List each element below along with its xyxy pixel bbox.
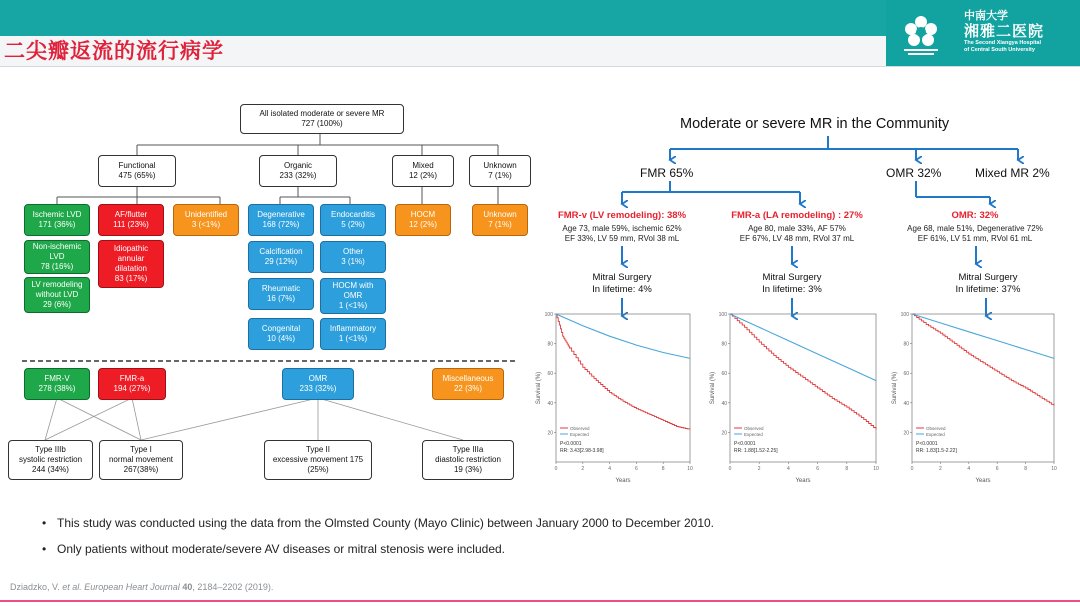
x-tick-label: 10 bbox=[873, 466, 879, 472]
fmr-a-surgery-label: Mitral Surgery bbox=[762, 272, 822, 283]
x-tick-label: 0 bbox=[910, 466, 914, 472]
x-axis-label: Years bbox=[795, 478, 811, 484]
y-tick-label: 80 bbox=[547, 341, 553, 348]
omr-surgery-rate: In lifetime: 37% bbox=[955, 284, 1021, 295]
inflammatory-node: Inflammatory 1 (<1%) bbox=[320, 318, 386, 350]
y-axis-label: Survival (%) bbox=[710, 371, 716, 405]
lv-remodeling-node: LV remodeling without LVD 29 (6%) bbox=[24, 277, 90, 313]
ref-pages: , 2184–2202 (2019). bbox=[192, 582, 274, 592]
non-ischemic-lvd-node: Non-ischemic LVD 78 (16%) bbox=[24, 240, 90, 274]
logo-english-line-1: The Second Xiangya Hospital bbox=[964, 40, 1042, 46]
calcification-node: Calcification 29 (12%) bbox=[248, 241, 314, 273]
x-tick-label: 4 bbox=[787, 466, 790, 472]
observed-survival-line bbox=[912, 314, 1054, 406]
ischemic-lvd-node: Ischemic LVD 171 (36%) bbox=[24, 204, 90, 236]
omr-detail-1: Age 68, male 51%, Degenerative 72% bbox=[907, 224, 1043, 233]
endocarditis-node: Endocarditis 5 (2%) bbox=[320, 204, 386, 236]
fmr-a-detail-2: EF 67%, LV 48 mm, RVol 37 mL bbox=[739, 234, 855, 243]
fmr-a-surgery-rate: In lifetime: 3% bbox=[762, 284, 822, 295]
plot-frame bbox=[556, 314, 690, 462]
fmr-v-detail-1: Age 73, male 59%, ischemic 62% bbox=[562, 224, 682, 233]
legend-observed-label: Observed bbox=[570, 426, 590, 431]
unidentified-node: Unidentified 3 (<1%) bbox=[173, 204, 239, 236]
survival-chart-fmr-v bbox=[532, 308, 694, 488]
legend-expected-label: Expected bbox=[926, 432, 945, 437]
legend-observed-label: Observed bbox=[744, 426, 764, 431]
x-tick-label: 0 bbox=[554, 466, 558, 472]
fmr-v-node: FMR-V 278 (38%) bbox=[24, 368, 90, 400]
fmr-a-detail-1: Age 80, male 33%, AF 57% bbox=[748, 224, 846, 233]
plot-frame bbox=[730, 314, 876, 462]
x-tick-label: 6 bbox=[995, 466, 999, 472]
unknown-item-node: Unknown 7 (1%) bbox=[472, 204, 528, 236]
p-value-label: P<0.0001 bbox=[734, 441, 756, 447]
p-value-label: P<0.0001 bbox=[560, 441, 582, 447]
mixed-node: Mixed 12 (2%) bbox=[392, 155, 454, 187]
y-tick-label: 100 bbox=[900, 312, 909, 318]
logo-university-name: 中南大学 bbox=[964, 9, 1008, 22]
x-tick-label: 6 bbox=[816, 466, 819, 472]
p-value-label: P<0.0001 bbox=[916, 441, 938, 447]
type-iiib-node: Type IIIb systolic restriction 244 (34%) bbox=[8, 440, 93, 480]
y-tick-label: 20 bbox=[547, 430, 553, 437]
logo-hospital-name: 湘雅二医院 bbox=[964, 22, 1045, 40]
y-tick-label: 80 bbox=[903, 341, 909, 348]
fmr-label: FMR 65% bbox=[640, 166, 694, 180]
ref-journal: European Heart Journal bbox=[84, 582, 180, 592]
type-iiia-node: Type IIIa diastolic restriction 19 (3%) bbox=[422, 440, 514, 480]
logo-english-line-2: of Central South University bbox=[964, 47, 1035, 53]
x-tick-label: 2 bbox=[581, 466, 585, 472]
y-axis-label: Survival (%) bbox=[892, 371, 898, 405]
type-ii-node: Type II excessive movement 175 (25%) bbox=[264, 440, 372, 480]
ref-etal: et al. bbox=[62, 582, 82, 592]
congenital-node: Congenital 10 (4%) bbox=[248, 318, 314, 350]
type-i-node: Type I normal movement 267(38%) bbox=[99, 440, 183, 480]
y-tick-label: 100 bbox=[718, 312, 727, 318]
survival-chart-fmr-a bbox=[706, 308, 880, 488]
y-axis-label: Survival (%) bbox=[536, 371, 542, 405]
x-tick-label: 8 bbox=[845, 466, 849, 472]
bullet-dot: • bbox=[42, 516, 47, 530]
bullet-text-2: Only patients without moderate/severe AV diseases or mitral stenosis were included. bbox=[57, 542, 505, 556]
unknown-node: Unknown 7 (1%) bbox=[469, 155, 531, 187]
expected-survival-line bbox=[730, 314, 876, 381]
x-tick-label: 8 bbox=[661, 466, 665, 472]
observed-survival-line bbox=[730, 314, 876, 429]
miscellaneous-node: Miscellaneous 22 (3%) bbox=[432, 368, 504, 400]
page-title: 二尖瓣返流的流行病学 bbox=[4, 39, 224, 63]
hocm-with-omr-node: HOCM with OMR 1 (<1%) bbox=[320, 278, 386, 314]
y-tick-label: 60 bbox=[903, 371, 909, 378]
y-tick-label: 40 bbox=[721, 400, 727, 407]
bottom-accent-line bbox=[0, 600, 1080, 602]
omr-group-title: OMR: 32% bbox=[951, 210, 999, 221]
y-tick-label: 60 bbox=[547, 371, 553, 378]
y-tick-label: 40 bbox=[903, 400, 909, 407]
idiopathic-annular-node: Idiopathic annular dilatation 83 (17%) bbox=[98, 240, 164, 288]
mixed-mr-label: Mixed MR 2% bbox=[975, 166, 1050, 180]
relative-risk-label: RR: 1.88[1.52-2.25] bbox=[734, 448, 778, 454]
legend-expected-label: Expected bbox=[744, 432, 763, 437]
fmr-v-detail-2: EF 33%, LV 59 mm, RVol 38 mL bbox=[564, 234, 680, 243]
fmr-v-group-title: FMR-v (LV remodeling): 38% bbox=[557, 210, 687, 221]
other-node: Other 3 (1%) bbox=[320, 241, 386, 273]
omr-label: OMR 32% bbox=[886, 166, 942, 180]
fmr-v-surgery-rate: In lifetime: 4% bbox=[592, 284, 652, 295]
root-node: All isolated moderate or severe MR 727 (100%) bbox=[240, 104, 404, 134]
y-tick-label: 100 bbox=[544, 312, 553, 318]
omr-surgery-label: Mitral Surgery bbox=[958, 272, 1018, 283]
bullet-text-1: This study was conducted using the data from the Olmsted County (Mayo Clinic) between January 2000 to December 2010. bbox=[57, 516, 715, 530]
fmr-a-group-title: FMR-a (LA remodeling) : 27% bbox=[731, 210, 863, 221]
relative-risk-label: RR: 1.83[1.5-2.22] bbox=[916, 448, 957, 454]
functional-node: Functional 475 (65%) bbox=[98, 155, 176, 187]
x-tick-label: 0 bbox=[728, 466, 732, 472]
x-axis-label: Years bbox=[975, 478, 991, 484]
y-tick-label: 20 bbox=[903, 430, 909, 437]
expected-survival-line bbox=[912, 314, 1054, 358]
y-tick-label: 20 bbox=[721, 430, 727, 437]
hocm-node: HOCM 12 (2%) bbox=[395, 204, 451, 236]
survival-chart-omr bbox=[888, 308, 1058, 488]
rheumatic-node: Rheumatic 16 (7%) bbox=[248, 278, 314, 310]
x-tick-label: 6 bbox=[635, 466, 638, 472]
af-flutter-node: AF/flutter 111 (23%) bbox=[98, 204, 164, 236]
x-tick-label: 10 bbox=[687, 466, 693, 472]
y-tick-label: 40 bbox=[547, 400, 553, 407]
x-tick-label: 10 bbox=[1051, 466, 1057, 472]
fmr-v-surgery-label: Mitral Surgery bbox=[592, 272, 652, 283]
x-tick-label: 2 bbox=[757, 466, 761, 472]
x-tick-label: 2 bbox=[939, 466, 942, 472]
reference-citation bbox=[10, 582, 273, 592]
observed-survival-line bbox=[556, 314, 690, 429]
y-tick-label: 80 bbox=[721, 341, 727, 348]
y-tick-label: 60 bbox=[721, 371, 727, 378]
omr-detail-2: EF 61%, LV 51 mm, RVol 61 mL bbox=[917, 234, 1033, 243]
x-axis-label: Years bbox=[615, 478, 631, 484]
organic-node: Organic 233 (32%) bbox=[259, 155, 337, 187]
community-title: Moderate or severe MR in the Community bbox=[680, 116, 950, 132]
x-tick-label: 8 bbox=[1024, 466, 1027, 472]
legend-expected-label: Expected bbox=[570, 432, 589, 437]
legend-observed-label: Observed bbox=[926, 426, 946, 431]
omr-node: OMR 233 (32%) bbox=[282, 368, 354, 400]
fmr-a-node: FMR-a 194 (27%) bbox=[98, 368, 166, 400]
degenerative-node: Degenerative 168 (72%) bbox=[248, 204, 314, 236]
bullet-dot: • bbox=[42, 542, 47, 556]
ref-volume: 40 bbox=[182, 582, 193, 592]
x-tick-label: 4 bbox=[967, 466, 971, 472]
expected-survival-line bbox=[556, 314, 690, 358]
x-tick-label: 4 bbox=[608, 466, 611, 472]
relative-risk-label: RR: 3.43[2.98-3.98] bbox=[560, 448, 604, 454]
ref-authors: Dziadzko, V. bbox=[10, 582, 63, 592]
